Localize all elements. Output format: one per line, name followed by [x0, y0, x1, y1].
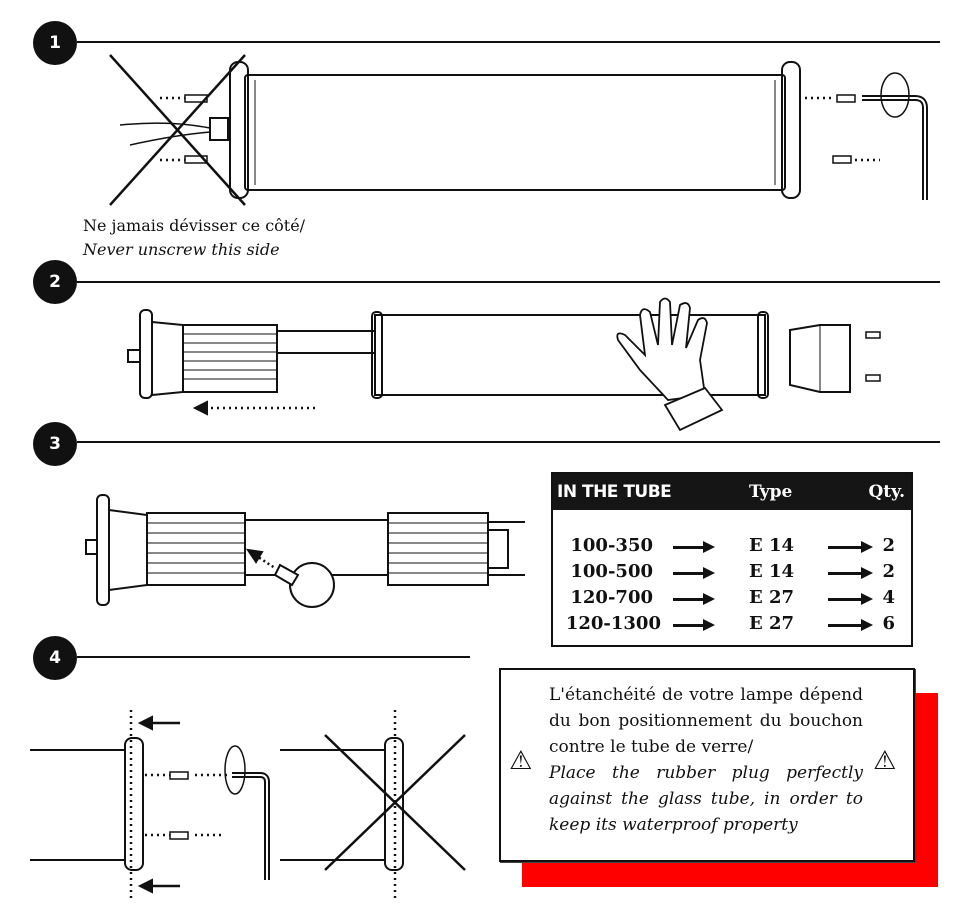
arrow-icon — [828, 598, 863, 601]
arrow-icon — [828, 624, 863, 627]
step4-drawing — [30, 710, 465, 900]
header-model: IN THE TUBE — [557, 482, 672, 502]
step2-drawing — [128, 299, 880, 431]
cell-qty: 6 — [882, 613, 895, 634]
cell-type: E 27 — [749, 613, 795, 634]
header-qty: Qty. — [868, 482, 905, 502]
cell-model: 100-500 — [570, 561, 653, 582]
note-english: Never unscrew this side — [83, 240, 280, 259]
step-badge-1: 1 — [33, 21, 77, 65]
table-row — [553, 587, 911, 613]
warning-triangle-icon: ⚠ — [509, 746, 533, 776]
step-divider-4 — [77, 656, 470, 658]
header-type: Type — [749, 482, 793, 502]
cell-qty: 4 — [882, 587, 895, 608]
arrow-icon — [673, 572, 705, 575]
arrow-icon — [828, 546, 863, 549]
cell-model: 120-700 — [570, 587, 653, 608]
step-divider-3 — [77, 441, 940, 443]
warning-text — [549, 682, 863, 838]
cell-type: E 14 — [749, 561, 795, 582]
step-divider-2 — [77, 281, 940, 283]
cell-qty: 2 — [882, 535, 895, 556]
bulb-table — [551, 472, 913, 647]
cell-model: 100-350 — [570, 535, 653, 556]
table-row — [553, 535, 911, 561]
step-badge-4: 4 — [33, 636, 77, 680]
step-badge-2: 2 — [33, 260, 77, 304]
table-header — [553, 474, 911, 510]
warning-french: L'étanchéité de votre lampe dépend du bon positionnement du bouchon contre le tube de verre/ — [549, 685, 863, 757]
arrow-icon — [828, 572, 863, 575]
arrow-icon — [673, 598, 705, 601]
warning-triangle-icon: ⚠ — [873, 746, 897, 776]
arrow-icon — [673, 624, 705, 627]
step3-drawing — [86, 495, 525, 607]
warning-english: Place the rubber plug perfectly against the glass tube, in order to keep its waterproof property — [549, 763, 863, 835]
cell-qty: 2 — [882, 561, 895, 582]
arrow-icon — [673, 546, 705, 549]
cell-type: E 14 — [749, 535, 795, 556]
table-row — [553, 561, 911, 587]
table-row — [553, 613, 911, 639]
step-badge-3: 3 — [33, 422, 77, 466]
note-french: Ne jamais dévisser ce côté/ — [83, 216, 306, 235]
step-divider-1 — [77, 41, 940, 43]
step1-note — [83, 214, 305, 262]
step1-drawing — [110, 55, 925, 205]
cell-model: 120-1300 — [565, 613, 661, 634]
warning-box — [499, 668, 915, 862]
cell-type: E 27 — [749, 587, 795, 608]
